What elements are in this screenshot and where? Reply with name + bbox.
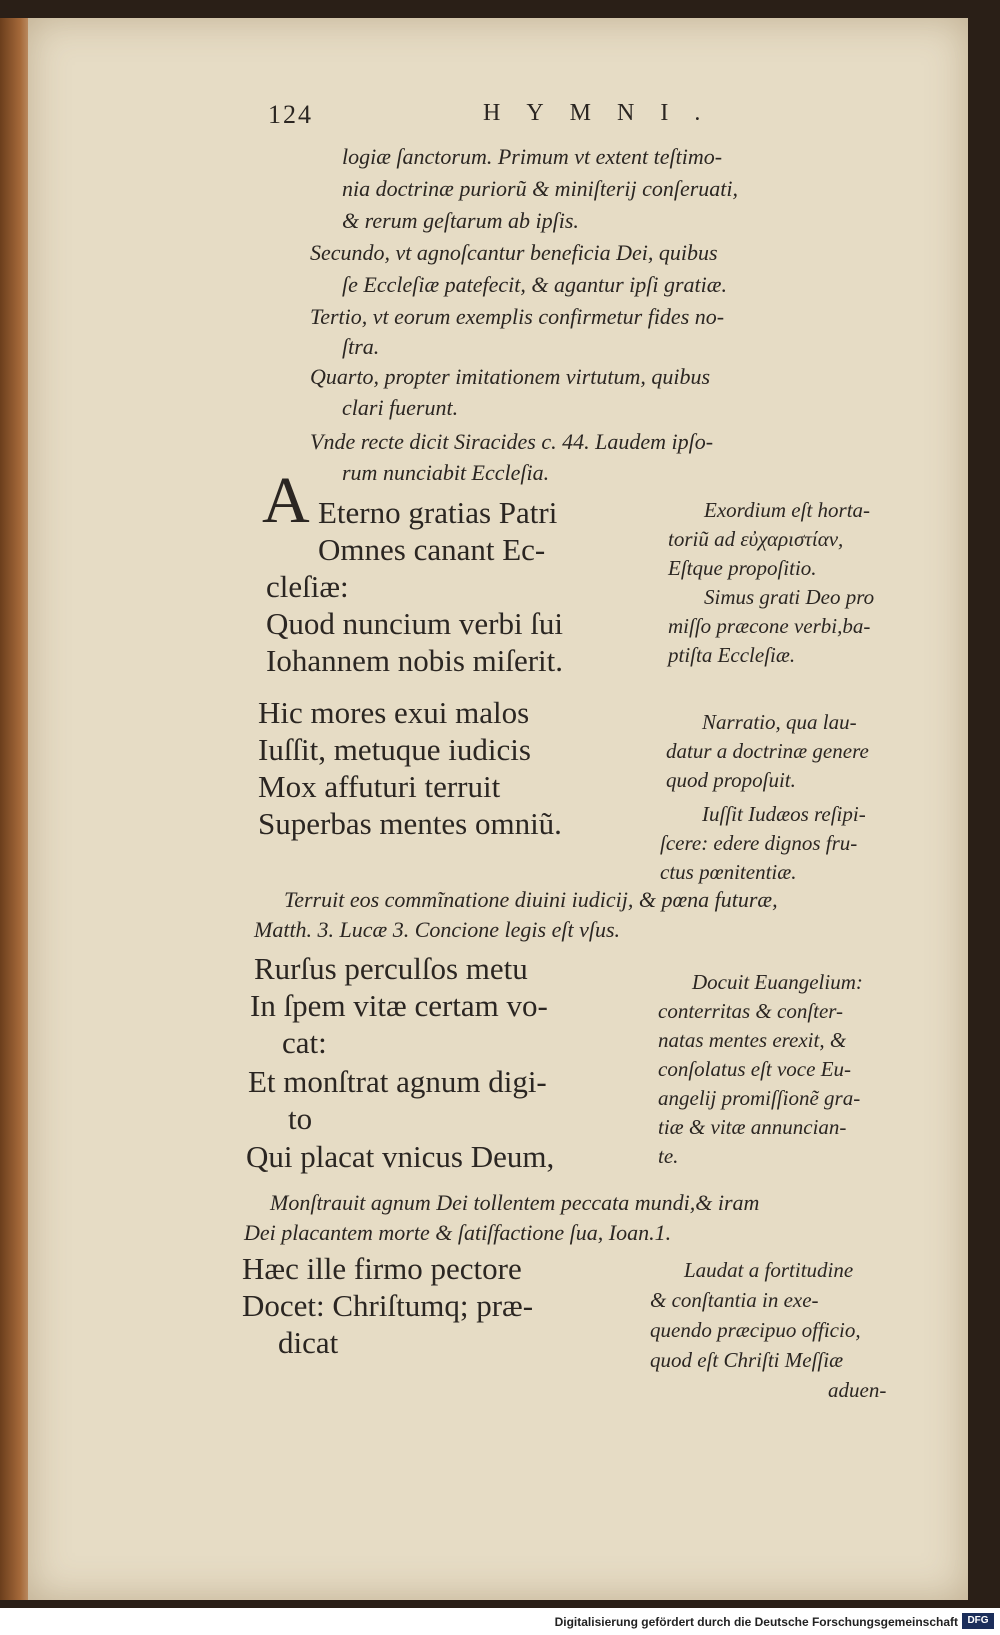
sidenote-line: quod eſt Chriſti Meſſiæ [650,1348,844,1372]
sidenote-line: angelij promiſſionẽ gra- [658,1086,861,1110]
note-line: Monſtrauit agnum Dei tollentem peccata mundi,& iram [270,1190,760,1215]
sidenote-line: natas mentes erexit, & [658,1028,847,1052]
sidenote-line: conſolatus eſt voce Eu- [658,1057,852,1081]
sidenote-line: Docuit Euangelium: [692,970,863,994]
note-line: Tertio, vt eorum exemplis confirmetur fides no- [310,304,725,329]
note-line: logiæ ſanctorum. Primum vt extent teſtimo- [342,144,723,169]
sidenote-line: quendo præcipuo officio, [650,1318,861,1342]
running-title: HYMNI. [483,100,727,126]
sidenote-line: toriũ ad εὐχαριστίαν, [668,527,844,551]
note-line: nia doctrinæ puriorũ & miniſterij conſeruati, [342,176,738,201]
verse-line: In ſpem vitæ certam vo- [250,988,548,1023]
footer-credit: Digitalisierung gefördert durch die Deutsche Forschungsgemeinschaft [554,1615,958,1629]
note-line: rum nunciabit Eccleſia. [342,460,550,485]
page-header [268,100,727,130]
sidenote-line: Exordium eſt horta- [704,498,871,522]
note-line: Matth. 3. Lucæ 3. Concione legis eſt vſus. [254,917,621,942]
note-line: ſtra. [342,334,380,359]
sidenote-line: Simus grati Deo pro [704,585,875,609]
verse-line: dicat [278,1325,339,1360]
verse-line: Rurſus perculſos metu [254,951,528,986]
note-line: Vnde recte dicit Siracides c. 44. Laudem ipſo- [310,429,714,454]
verse-line: Docet: Chriſtumq; præ- [242,1288,534,1323]
verse-line: Mox affuturi terruit [258,769,501,804]
sidenote-line: & conſtantia in exe- [650,1288,819,1312]
note-line: Secundo, vt agnoſcantur beneficia Dei, quibus [310,240,718,265]
sidenote-line: ſcere: edere dignos fru- [660,831,858,855]
sidenote-line: conterritas & conſter- [658,999,844,1023]
verse-line: to [288,1101,313,1136]
sidenote-line: Narratio, qua lau- [702,710,857,734]
verse-line: Hæc ille firmo pectore [242,1251,522,1286]
note-line: Dei placantem morte & ſatiſfactione ſua, Ioan.1. [244,1220,672,1245]
sidenote-line: aduen- [828,1378,887,1402]
verse-line: cat: [282,1025,327,1060]
note-line: & rerum geſtarum ab ipſis. [342,208,579,233]
sidenote-line: quod propoſuit. [666,768,796,792]
sidenote-line: ptiſta Eccleſiæ. [668,643,796,667]
sidenote-line: miſſo præcone verbi,ba- [668,614,871,638]
verse-line: Et monſtrat agnum digi- [248,1064,547,1099]
note-line: Terruit eos commĩnatione diuini iudicij, & pœna futuræ, [284,887,778,912]
verse-line: Quod nuncium verbi ſui [266,606,564,641]
page-number: 124 [268,100,313,129]
verse-line: cleſiæ: [266,569,349,604]
sidenote-line: ctus pœnitentiæ. [660,860,797,884]
verse-line: Iohannem nobis miſerit. [266,643,564,678]
sidenote-line: datur a doctrinæ genere [666,739,869,763]
sidenote-line: te. [658,1144,679,1168]
verse-line: Hic mores exui malos [258,695,530,730]
footer-bar [0,1608,1000,1635]
sidenote-line: Iuſſit Iudæos reſipi- [702,802,866,826]
verse-line: Qui placat vnicus Deum, [246,1139,555,1174]
verse-line: Omnes canant Ec- [318,532,546,567]
verse-line: Superbas mentes omniũ. [258,806,562,841]
drop-cap: A [262,464,310,537]
verse-line: Iuſſit, metuque iudicis [258,732,531,767]
dfg-logo: DFG [962,1613,994,1629]
verse-line: Eterno gratias Patri [318,495,558,530]
sidenote-line: tiæ & vitæ annuncian- [658,1115,847,1139]
sidenote-line: Eſtque propoſitio. [668,556,817,580]
note-line: ſe Eccleſiæ patefecit, & agantur ipſi gratiæ. [342,272,727,297]
note-line: clari fuerunt. [342,395,459,420]
note-line: Quarto, propter imitationem virtutum, quibus [310,364,711,389]
sidenote-line: Laudat a fortitudine [684,1258,854,1282]
